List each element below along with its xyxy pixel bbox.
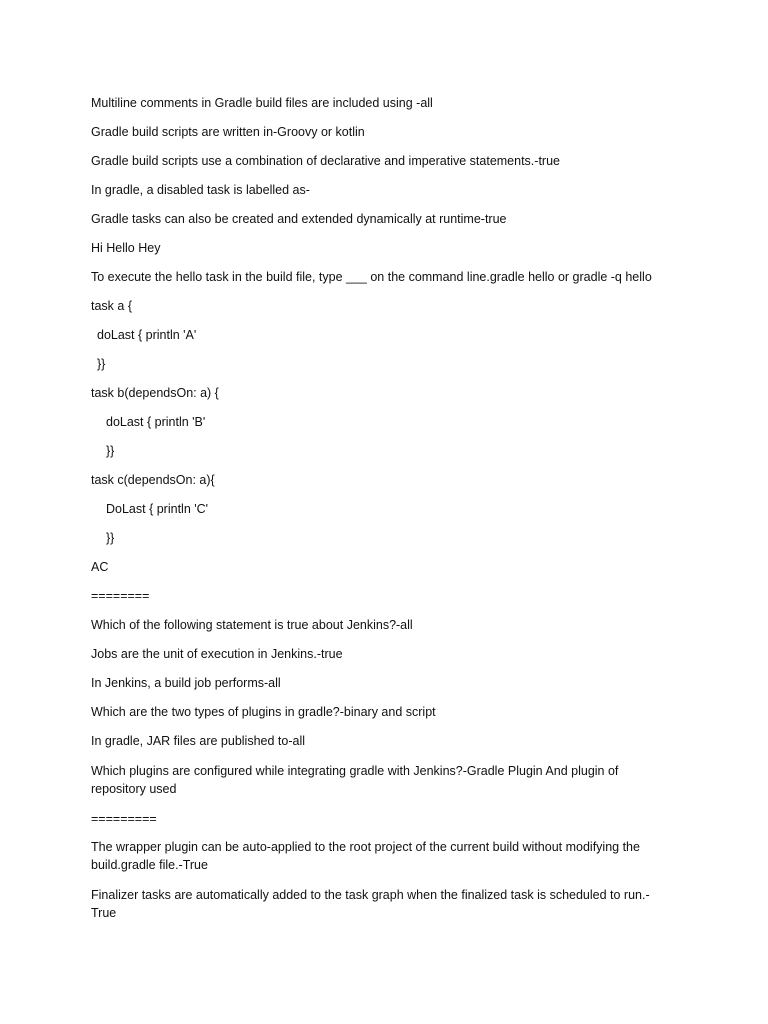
code-line: }}	[106, 531, 115, 545]
code-line: }}	[97, 357, 106, 371]
code-line: task c(dependsOn: a){	[91, 473, 215, 487]
text-line: In gradle, a disabled task is labelled as-	[91, 183, 310, 197]
separator-line: ========	[91, 589, 150, 603]
text-line: Gradle build scripts are written in-Groovy or kotlin	[91, 125, 365, 139]
text-line: Which are the two types of plugins in gradle?-binary and script	[91, 705, 436, 719]
text-line: AC	[91, 560, 109, 574]
code-line: doLast { println 'B'	[106, 415, 206, 429]
text-line: Jobs are the unit of execution in Jenkins.-true	[91, 647, 343, 661]
text-line: In Jenkins, a build job performs-all	[91, 676, 281, 690]
text-line: Finalizer tasks are automatically added to the task graph when the finalized task is scheduled to run.-True	[91, 888, 650, 920]
separator-line: =========	[91, 812, 157, 826]
text-line: Multiline comments in Gradle build files are included using -all	[91, 96, 433, 110]
text-line: Hi Hello Hey	[91, 241, 161, 255]
code-line: doLast { println 'A'	[97, 328, 197, 342]
code-line: task b(dependsOn: a) {	[91, 386, 219, 400]
code-line: }}	[106, 444, 115, 458]
text-line: Which of the following statement is true about Jenkins?-all	[91, 618, 413, 632]
text-line: Gradle tasks can also be created and extended dynamically at runtime-true	[91, 212, 507, 226]
text-line: The wrapper plugin can be auto-applied to the root project of the current build without modifying the build.gradle file.-True	[91, 840, 640, 872]
text-line: To execute the hello task in the build file, type ___ on the command line.gradle hello or gradle -q hello	[91, 270, 652, 284]
text-line: Gradle build scripts use a combination of declarative and imperative statements.-true	[91, 154, 560, 168]
text-line: Which plugins are configured while integrating gradle with Jenkins?-Gradle Plugin And plugin of repository used	[91, 764, 619, 796]
code-line: task a {	[91, 299, 132, 313]
text-line: In gradle, JAR files are published to-all	[91, 734, 306, 748]
code-line: DoLast { println 'C'	[106, 502, 209, 516]
